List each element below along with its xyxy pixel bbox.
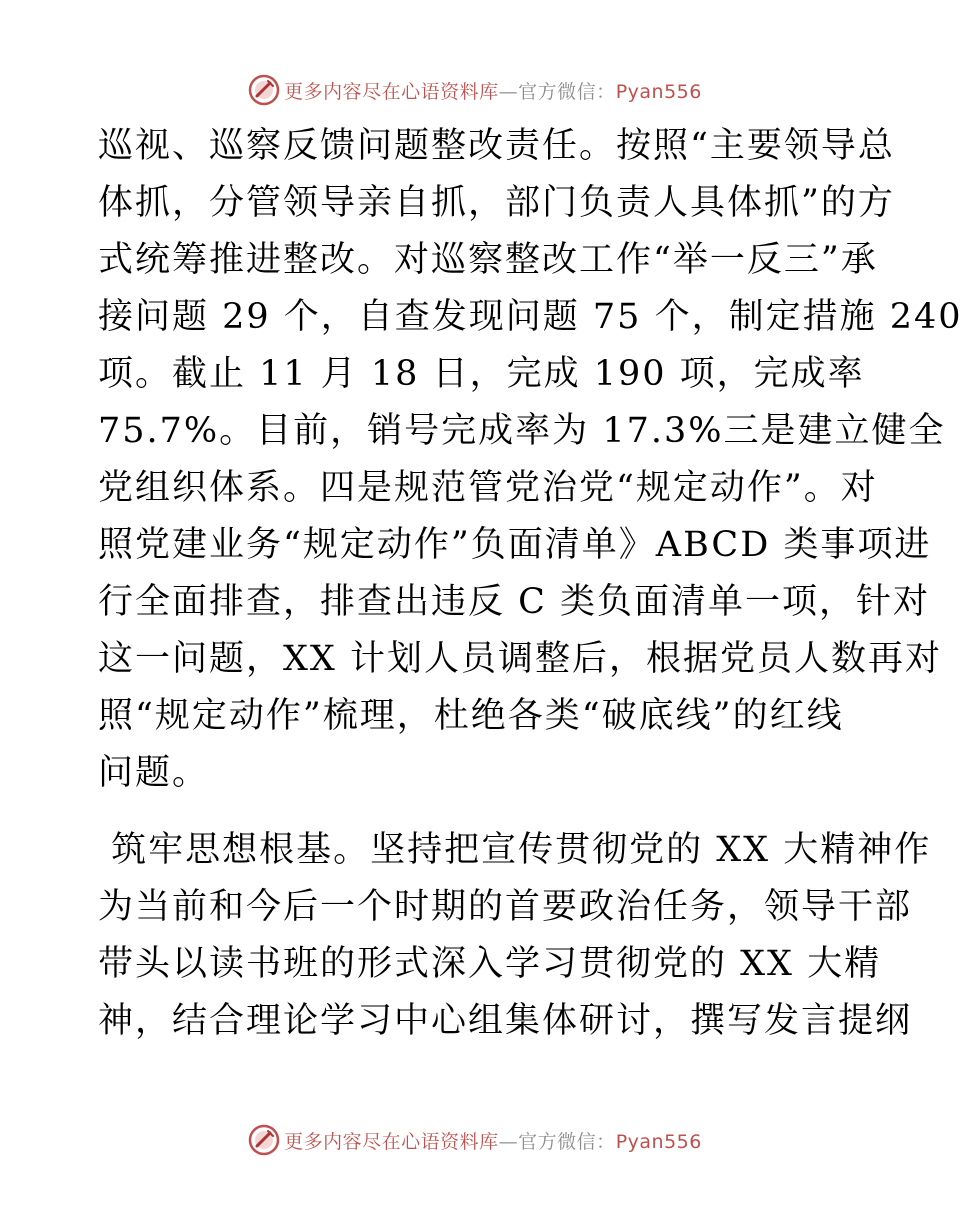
text-line: 带头以读书班的形式深入学习贯彻党的 XX 大精 <box>98 944 882 984</box>
text-line: 巡视、巡察反馈问题整改责任。按照“主要领导总 <box>98 126 895 166</box>
watermark-wechat-id: Pyan556 <box>615 1130 702 1153</box>
text-line: 为当前和今后一个时期的首要政治任务，领导干部 <box>98 887 913 927</box>
paragraph-1 <box>98 118 963 802</box>
text-line: 75.7%。目前，销号完成率为 17.3%三是建立健全 <box>98 411 946 451</box>
text-line: 体抓，分管领导亲自抓，部门负责人具体抓”的方 <box>98 183 895 223</box>
watermark-dash: — <box>498 80 519 103</box>
text-line: 这一问题，XX 计划人员调整后，根据党员人数再对 <box>98 639 942 679</box>
watermark-text <box>284 1127 702 1154</box>
watermark-brand: 更多内容尽在心语资料库 <box>284 80 499 103</box>
watermark-official: 官方微信： <box>518 1130 616 1153</box>
stamp-logo-icon <box>248 74 280 106</box>
text-line: 式统筹推进整改。对巡察整改工作“举一反三”承 <box>98 240 878 280</box>
text-line: 神，结合理论学习中心组集体研讨，撰写发言提纲 <box>98 1001 913 1041</box>
watermark-text <box>284 77 702 104</box>
watermark-brand: 更多内容尽在心语资料库 <box>284 1130 499 1153</box>
text-line: 照“规定动作”梳理，杜绝各类“破底线”的红线 <box>98 696 844 736</box>
watermark-wechat-id: Pyan556 <box>615 80 702 103</box>
stamp-logo-icon <box>248 1124 280 1156</box>
text-line: 筑牢思想根基。坚持把宣传贯彻党的 XX 大精神作 <box>98 830 932 870</box>
text-line: 党组织体系。四是规范管党治党“规定动作”。对 <box>98 468 878 508</box>
watermark-official: 官方微信： <box>518 80 616 103</box>
text-line: 行全面排查，排查出违反 C 类负面清单一项，针对 <box>98 582 931 622</box>
header-watermark <box>0 70 950 110</box>
document-body <box>98 118 963 1050</box>
paragraph-2 <box>98 822 932 1050</box>
paragraph-gap <box>98 802 858 822</box>
text-line: 项。截止 11 月 18 日，完成 190 项，完成率 <box>98 354 865 394</box>
footer-watermark <box>0 1120 950 1160</box>
text-line: 照党建业务“规定动作”负面清单》ABCD 类事项进 <box>98 525 932 565</box>
text-line: 问题。 <box>98 753 210 793</box>
text-line: 接问题 29 个，自查发现问题 75 个，制定措施 240 <box>98 297 963 337</box>
watermark-dash: — <box>498 1130 519 1153</box>
